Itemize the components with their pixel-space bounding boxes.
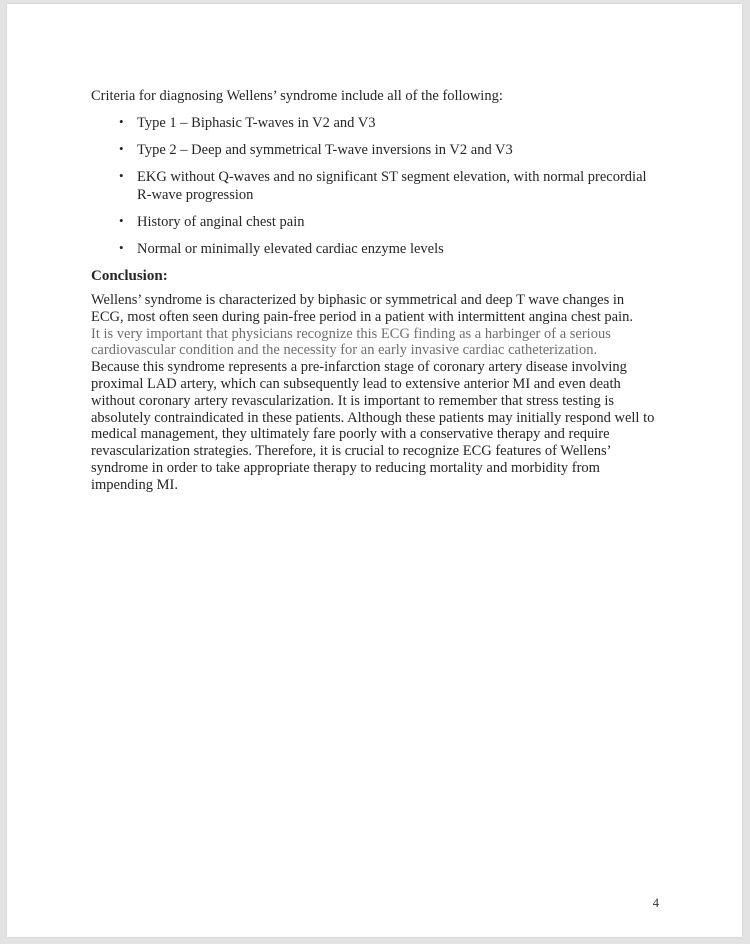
- list-item: [91, 141, 677, 159]
- paragraph-line: syndrome in order to take appropriate therapy to reducing mortality and morbidity from: [91, 459, 600, 476]
- list-item: [91, 168, 677, 204]
- paragraph-line: Because this syndrome represents a pre-infarction stage of coronary artery disease involving: [91, 359, 627, 376]
- bullet-text: R-wave progression: [137, 187, 254, 203]
- paragraph-line: revascularization strategies. Therefore, it is crucial to recognize ECG features of Wellens’: [91, 443, 612, 460]
- bullet-dot: •: [119, 240, 124, 255]
- bullet-text: EKG without Q-waves and no significant ST segment elevation, with normal precordial: [137, 169, 647, 185]
- paragraph-line: impending MI.: [91, 476, 178, 493]
- list-item: [91, 213, 677, 231]
- conclusion-paragraph: [91, 292, 677, 494]
- bullet-text: Type 1 – Biphasic T-waves in V2 and V3: [137, 115, 376, 131]
- page-number: 4: [652, 896, 659, 910]
- list-item: [91, 240, 677, 258]
- paragraph-line: It is very important that physicians recognize this ECG finding as a harbinger of a serious: [91, 325, 611, 342]
- bullet-dot: •: [119, 168, 124, 183]
- paragraph-line: ECG, most often seen during pain-free period in a patient with intermittent angina chest pain.: [91, 308, 633, 325]
- bullet-dot: •: [119, 141, 124, 156]
- criteria-list: [91, 114, 677, 258]
- paragraph-line: absolutely contraindicated in these patients. Although these patients may initially respond well to: [91, 409, 655, 426]
- document-page: [7, 4, 742, 937]
- bullet-text: Type 2 – Deep and symmetrical T-wave inversions in V2 and V3: [137, 142, 513, 158]
- paragraph-line: without coronary artery revascularization. It is important to remember that stress testing is: [91, 392, 615, 409]
- paragraph-line: Wellens’ syndrome is characterized by biphasic or symmetrical and deep T wave changes in: [91, 292, 625, 308]
- bullet-text: History of anginal chest pain: [137, 214, 305, 230]
- conclusion-heading: Conclusion:: [91, 268, 168, 284]
- list-item: [91, 114, 677, 132]
- paragraph-line: medical management, they ultimately fare poorly with a conservative therapy and require: [91, 426, 610, 443]
- bullet-dot: •: [119, 213, 124, 228]
- criteria-intro: Criteria for diagnosing Wellens’ syndrome include all of the following:: [91, 88, 503, 104]
- bullet-text: Normal or minimally elevated cardiac enzyme levels: [137, 241, 444, 257]
- page-content: [91, 87, 677, 494]
- paragraph-line: cardiovascular condition and the necessity for an early invasive cardiac catheterization.: [91, 342, 598, 359]
- paragraph-line: proximal LAD artery, which can subsequently lead to extensive anterior MI and even death: [91, 375, 621, 392]
- bullet-dot: •: [119, 114, 124, 129]
